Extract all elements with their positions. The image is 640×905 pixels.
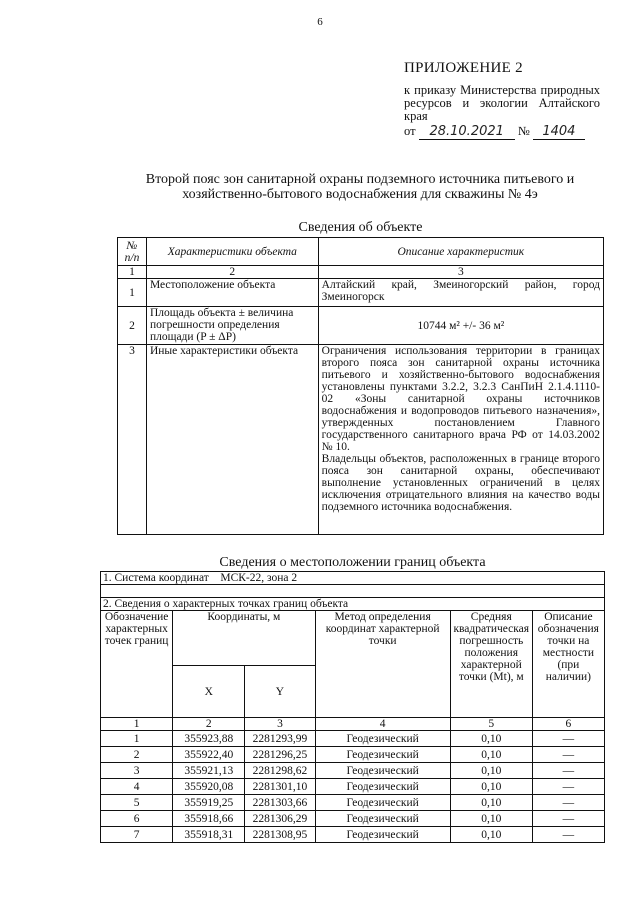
point-description: — <box>532 747 604 763</box>
index-cell: 1 <box>101 718 173 731</box>
method: Геодезический <box>315 795 450 811</box>
order-reference: к приказу Министерства природных ресурсов и экологии Алтайского края <box>404 83 600 123</box>
coordinate-system-value: МСК-22, зона 2 <box>220 572 298 584</box>
points-body <box>101 731 605 843</box>
page-number: 6 <box>317 16 323 28</box>
point-id: 4 <box>101 779 173 795</box>
coord-y: 2281296,25 <box>245 747 315 763</box>
point-id: 5 <box>101 795 173 811</box>
row-name: Площадь объекта ± величина погрешности определения площади (P ± ΔP) <box>146 307 318 345</box>
index-cell: 1 <box>118 266 147 279</box>
index-cell: 2 <box>173 718 245 731</box>
point-id: 3 <box>101 763 173 779</box>
rms-value: 0,10 <box>450 779 532 795</box>
table-row <box>101 731 605 747</box>
col-header-y: Y <box>245 666 315 718</box>
coord-y: 2281301,10 <box>245 779 315 795</box>
order-date-line <box>404 124 585 140</box>
owners-text: Владельцы объектов, расположенных в границе второго пояса зон санитарной охраны, обеспечивают выполнение установленных ограничений в целях исключения отрицательного влияния на качество воды подземного источника водоснабжения. <box>321 453 600 513</box>
coord-y: 2281298,62 <box>245 763 315 779</box>
rms-value: 0,10 <box>450 747 532 763</box>
object-table <box>117 237 604 535</box>
rms-value: 0,10 <box>450 795 532 811</box>
rms-value: 0,10 <box>450 731 532 747</box>
coord-y: 2281293,99 <box>245 731 315 747</box>
object-section-heading: Сведения об объекте <box>298 220 423 235</box>
appendix-title: ПРИЛОЖЕНИЕ 2 <box>404 60 523 76</box>
row-name: Местоположение объекта <box>146 279 318 307</box>
table-row <box>101 779 605 795</box>
table-row <box>101 827 605 843</box>
table-row <box>118 279 604 307</box>
method: Геодезический <box>315 811 450 827</box>
method: Геодезический <box>315 747 450 763</box>
date-prefix: от <box>404 124 416 138</box>
coord-x: 355918,31 <box>173 827 245 843</box>
method: Геодезический <box>315 827 450 843</box>
index-cell: 3 <box>318 266 603 279</box>
rms-value: 0,10 <box>450 763 532 779</box>
coord-x: 355920,08 <box>173 779 245 795</box>
col-header-x: X <box>173 666 245 718</box>
row-value: 10744 м² +/- 36 м² <box>318 307 603 345</box>
point-id: 6 <box>101 811 173 827</box>
row-value <box>318 345 603 535</box>
point-description: — <box>532 763 604 779</box>
coord-y: 2281306,29 <box>245 811 315 827</box>
row-num: 3 <box>118 345 147 535</box>
coord-x: 355919,25 <box>173 795 245 811</box>
point-id: 7 <box>101 827 173 843</box>
coord-y: 2281308,95 <box>245 827 315 843</box>
row-name: Иные характеристики объекта <box>146 345 318 535</box>
col-header-description: Описание обозначения точки на местности (при наличии) <box>532 611 604 718</box>
order-number: 1404 <box>533 124 585 140</box>
rms-value: 0,10 <box>450 827 532 843</box>
point-description: — <box>532 811 604 827</box>
table-row <box>101 795 605 811</box>
boundary-table <box>100 571 605 843</box>
table-row <box>101 747 605 763</box>
col-header-description: Описание характеристик <box>318 238 603 266</box>
document-title: Второй пояс зон санитарной охраны подземного источника питьевого и хозяйственно-бытового водоснабжения для скважины № 4э <box>145 172 575 202</box>
row-num: 1 <box>118 279 147 307</box>
table-row <box>118 345 604 535</box>
col-header-coords: Координаты, м <box>173 611 315 666</box>
point-description: — <box>532 779 604 795</box>
number-prefix: № <box>517 124 530 138</box>
point-id: 2 <box>101 747 173 763</box>
coord-x: 355922,40 <box>173 747 245 763</box>
col-header-num: № п/п <box>118 238 147 266</box>
index-cell: 3 <box>245 718 315 731</box>
col-header-characteristics: Характеристики объекта <box>146 238 318 266</box>
row-num: 2 <box>118 307 147 345</box>
row-value: Алтайский край, Змеиногорский район, город Змеиногорск <box>318 279 603 307</box>
table-row <box>118 307 604 345</box>
method: Геодезический <box>315 763 450 779</box>
index-cell: 6 <box>532 718 604 731</box>
point-description: — <box>532 795 604 811</box>
order-date: 28.10.2021 <box>419 124 515 140</box>
coordinate-system-row <box>101 572 605 585</box>
index-cell: 4 <box>315 718 450 731</box>
spacer-row <box>101 585 605 598</box>
index-cell: 2 <box>146 266 318 279</box>
points-section-label: 2. Сведения о характерных точках границ объекта <box>101 598 605 611</box>
col-header-method: Метод определения координат характерной точки <box>315 611 450 718</box>
point-description: — <box>532 827 604 843</box>
coordinate-system-label: 1. Система координат <box>103 572 209 584</box>
method: Геодезический <box>315 779 450 795</box>
table-row <box>101 763 605 779</box>
point-id: 1 <box>101 731 173 747</box>
index-cell: 5 <box>450 718 532 731</box>
coord-x: 355923,88 <box>173 731 245 747</box>
col-header-designation: Обозначение характерных точек границ <box>101 611 173 718</box>
method: Геодезический <box>315 731 450 747</box>
table-row <box>101 811 605 827</box>
restriction-text: Ограничения использования территории в границах второго пояса зон санитарной охраны источника питьевого и хозяйственно-бытового водоснабжения установлены пунктами 3.2.2, 3.2.3 СанПиН 2.1.4.1110-02 «Зоны санитарной охраны источников водоснабжения и водопроводов питьевого назначения», утвержденных постановлением Главного государственного санитарного врача РФ от 14.03.2002 № 10. <box>321 345 600 453</box>
coord-y: 2281303,66 <box>245 795 315 811</box>
point-description: — <box>532 731 604 747</box>
boundary-section-heading: Сведения о местоположении границ объекта <box>219 555 486 570</box>
coord-x: 355921,13 <box>173 763 245 779</box>
col-header-rms: Средняя квадратическая погрешность положения характерной точки (Mt), м <box>450 611 532 718</box>
coord-x: 355918,66 <box>173 811 245 827</box>
rms-value: 0,10 <box>450 811 532 827</box>
